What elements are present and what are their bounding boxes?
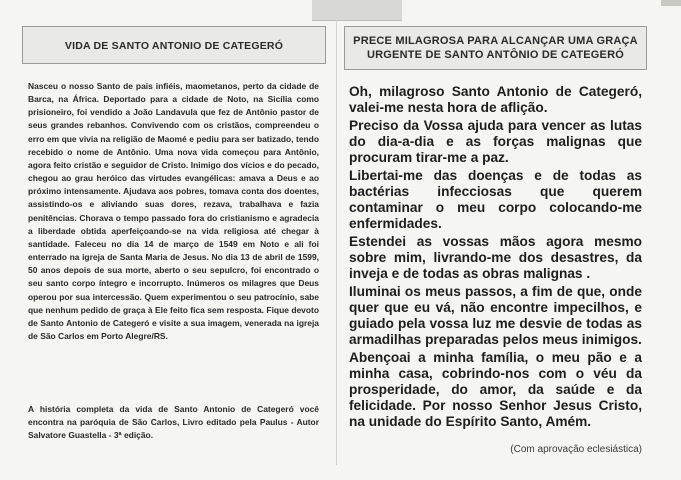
card-top-notch: [312, 0, 402, 21]
left-panel-title: VIDA DE SANTO ANTONIO DE CATEGERÓ: [22, 26, 326, 64]
right-panel-title: [344, 26, 647, 70]
prayer-paragraph: Abençoai a minha família, o meu pão e a minha casa, cobrindo-nos com o véu da prosperidade, do amor, da saúde e da felicidade. Por nosso Senhor Jesus Cristo, na unidade do Espírito Santo, Amém.: [349, 350, 642, 429]
fold-divider: [336, 20, 337, 465]
prayer-title-line-2: URGENTE DE SANTO ANTÔNIO DE CATEGERÓ: [367, 49, 624, 61]
biography-text: [28, 80, 319, 343]
book-reference: A história completa da vida de Santo Antonio de Categeró você encontra na paróquia de São Carlos, Livro editado pela Paulus - Autor Salvatore Guastella - 3ª edição.: [28, 404, 319, 440]
prayer-text: [349, 84, 642, 432]
prayer-title-line-1: PRECE MILAGROSA PARA ALCANÇAR UMA GRAÇA: [353, 35, 638, 47]
card-corner-strip: [661, 0, 681, 6]
prayer-paragraph: Iluminai os meus passos, a fim de que, onde quer que eu vá, não encontre impecilhos, e guiado pela vossa luz me desvie de todas as armadilhas preparadas pelos meus inimigos.: [349, 284, 642, 347]
prayer-paragraph: Estendei as vossas mãos agora mesmo sobre mim, livrando-me dos desastres, da inveja e de todas as obras malignas .: [349, 234, 642, 281]
ecclesiastical-approval-note: (Com aprovação eclesiástica): [510, 444, 642, 455]
prayer-paragraph: Libertai-me das doenças e de todas as bactérias infecciosas que querem contaminar o meu corpo colocando-me enfermidades.: [349, 168, 642, 231]
prayer-paragraph: Oh, milagroso Santo Antonio de Categeró, valei-me nesta hora de aflição.: [349, 84, 642, 115]
prayer-paragraph: Preciso da Vossa ajuda para vencer as lutas do dia-a-dia e as forças malignas que procuram tirar-me a paz.: [349, 118, 642, 165]
biography-paragraph: Nasceu o nosso Santo de pais infiéis, maometanos, perto da cidade de Barca, na África. Deportado para a cidade de Noto, na Sicília como prisioneiro, foi vendido a João Landavula que fez de Antônio pastor de seus grandes rebanhos. Convivendo com os cristãos, compreendeu o erro em que vivia na religião de Maomé e pediu para ser batizado, tendo recebido o nome de Antônio. Uma nova vida começou para Antônio, agora feito cristão e seguidor de Cristo. Inimigo dos vícios e do pecado, chegou ao grau heróico das virtudes evangélicas: amava a Deus e ao próximo intensamente. Ajudava aos pobres, tomava conta dos doentes, assistindo-os e aliviando suas dores, rezava, trabalhava e fazia penitências. Chorava o tempo passado fora do cristianismo e agradecia a liberdade obtida aperfeiçoando-se na vida religiosa até chegar à santidade. Faleceu no dia 14 de março de 1549 em Noto e ali foi enterrado na igreja de Santa Maria de Jesus. No dia 13 de abril de 1599, 50 anos depois de sua morte, aberto o seu sepulcro, foi encontrado o seu santo corpo íntegro e incorrupto. Inúmeros os milagres que Deus operou por sua intercessão. Quem experimentou o seu patrocínio, sabe que nenhum pedido de graça à Ele feito fica sem resposta. Fique devoto de Santo Antonio de Categeró e visite a sua imagem, venerada na igreja de São Carlos em Porto Alegre/RS.: [28, 81, 319, 341]
